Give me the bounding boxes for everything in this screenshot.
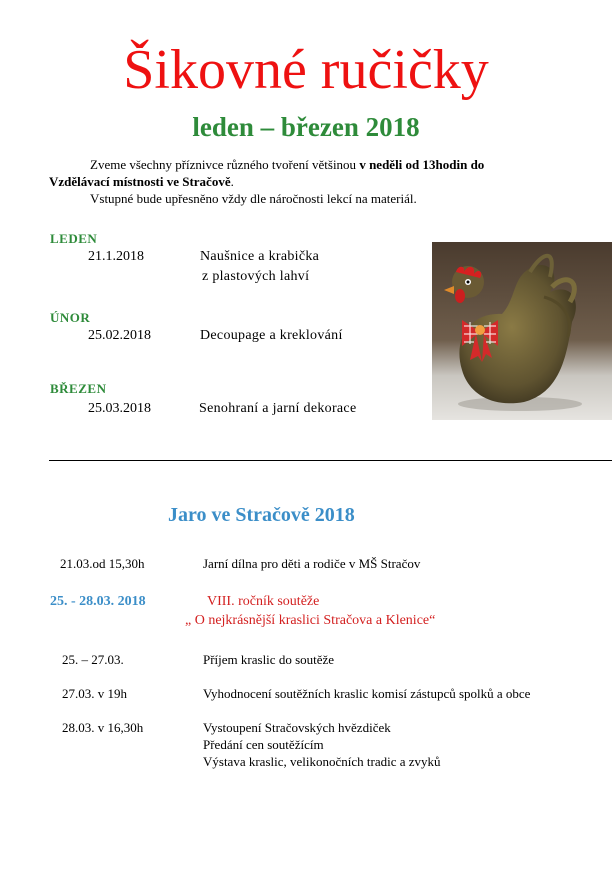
schedule-desc: Naušnice a krabička bbox=[200, 249, 320, 264]
page-subtitle: leden – březen 2018 bbox=[192, 112, 420, 142]
intro-text: Zveme všechny příznivce různého tvoření většinou bbox=[90, 157, 360, 172]
intro-line-2 bbox=[49, 173, 234, 191]
month-heading-leden: LEDEN bbox=[50, 231, 98, 246]
schedule-desc: Senohraní a jarní dekorace bbox=[199, 401, 357, 416]
event-date: 27.03. v 19h bbox=[62, 686, 127, 701]
schedule-desc: Decoupage a kreklování bbox=[200, 328, 343, 343]
schedule-desc-cont: z plastových lahví bbox=[202, 269, 310, 284]
intro-time-highlight: v neděli od 13hodin do bbox=[359, 157, 485, 172]
event-date: 25. – 27.03. bbox=[62, 652, 124, 667]
contest-date: 25. - 28.03. 2018 bbox=[50, 594, 146, 609]
page-title: Šikovné ručičky bbox=[123, 39, 489, 101]
section-title: Jaro ve Stračově 2018 bbox=[168, 504, 355, 526]
month-heading-brezen: BŘEZEN bbox=[50, 381, 107, 396]
section-divider bbox=[49, 460, 612, 461]
intro-period: . bbox=[230, 174, 234, 189]
intro-place-highlight: Vzdělávací místnosti ve Stračově bbox=[49, 174, 231, 189]
schedule-date: 25.02.2018 bbox=[88, 328, 151, 343]
schedule-date: 21.1.2018 bbox=[88, 249, 144, 264]
event-date: 21.03.od 15,30h bbox=[60, 556, 145, 571]
contest-subtitle: „ O nejkrásnější kraslici Stračova a Klenice“ bbox=[185, 613, 436, 628]
event-text: Vystoupení Stračovských hvězdiček bbox=[203, 720, 391, 735]
straw-hen-easter-decoration-icon bbox=[432, 242, 612, 420]
intro-line-3: Vstupné bude upřesněno vždy dle náročnosti lekcí na materiál. bbox=[90, 191, 417, 206]
contest-title: VIII. ročník soutěže bbox=[207, 594, 320, 609]
schedule-date: 25.03.2018 bbox=[88, 401, 151, 416]
event-text: Jarní dílna pro děti a rodiče v MŠ Stračov bbox=[203, 556, 421, 571]
intro-line-1 bbox=[90, 156, 484, 174]
month-heading-unor: ÚNOR bbox=[50, 310, 91, 325]
event-date: 28.03. v 16,30h bbox=[62, 720, 144, 735]
event-text: Výstava kraslic, velikonočních tradic a zvyků bbox=[203, 754, 441, 769]
event-text: Příjem kraslic do soutěže bbox=[203, 652, 335, 667]
event-text: Předání cen soutěžícím bbox=[203, 737, 324, 752]
event-text: Vyhodnocení soutěžních kraslic komisí zástupců spolků a obce bbox=[203, 686, 531, 701]
hen-photo-svg bbox=[432, 242, 612, 420]
